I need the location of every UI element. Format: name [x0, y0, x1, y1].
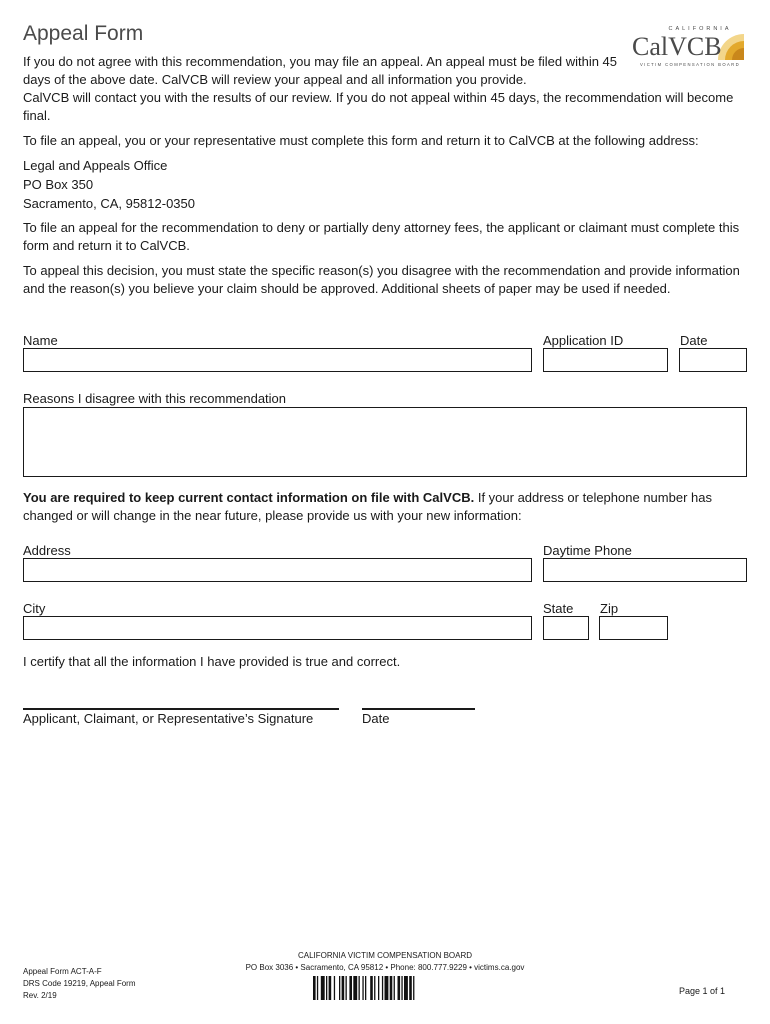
- address-label: Address: [23, 543, 71, 558]
- contact-notice-bold: You are required to keep current contact information on file with CalVCB.: [23, 490, 475, 505]
- footer-page-number: Page 1 of 1: [679, 986, 726, 996]
- mailing-address-line-1: Legal and Appeals Office: [23, 158, 168, 173]
- intro-paragraph-4: To appeal this decision, you must state the specific reason(s) you disagree with the recommendation and provide information and the reason(s) you believe your claim should be approved. Additional sheets of paper may be used if needed.: [23, 263, 740, 296]
- signature-date-line[interactable]: [362, 708, 475, 710]
- date-label: Date: [680, 333, 708, 348]
- calvcb-logo: [632, 22, 750, 68]
- date-field[interactable]: [679, 348, 747, 372]
- reasons-label: Reasons I disagree with this recommendation: [23, 391, 287, 406]
- intro-paragraph-3: To file an appeal for the recommendation to deny or partially deny attorney fees, the applicant or claimant must complete this form and return it to CalVCB.: [23, 220, 740, 253]
- sunburst-icon: [718, 34, 744, 60]
- state-label: State: [543, 601, 574, 616]
- mailing-address-line-2: PO Box 350: [23, 177, 94, 192]
- city-field[interactable]: [23, 616, 532, 640]
- footer-org-name: CALIFORNIA VICTIM COMPENSATION BOARD: [297, 951, 473, 960]
- mailing-address-line-3: Sacramento, CA, 95812-0350: [23, 196, 195, 211]
- certification-statement: I certify that all the information I have provided is true and correct.: [23, 654, 401, 669]
- footer-drs-code: DRS Code 19219, Appeal Form: [23, 979, 136, 988]
- application-id-field[interactable]: [543, 348, 668, 372]
- signature-label: Applicant, Claimant, or Representative’s Signature: [23, 711, 314, 726]
- barcode: [313, 976, 456, 1000]
- intro-paragraph-2: To file an appeal, you or your representative must complete this form and return it to CalVCB at the following address:: [23, 133, 699, 148]
- contact-notice-text: If your address or telephone number has changed or will change in the near future, please provide us with your new information:: [23, 490, 712, 523]
- name-label: Name: [23, 333, 58, 348]
- logo-top-text: CALIFORNIA: [668, 26, 732, 32]
- reasons-textarea[interactable]: [23, 407, 747, 477]
- zip-label: Zip: [600, 601, 619, 616]
- city-label: City: [23, 601, 46, 616]
- zip-field[interactable]: [599, 616, 668, 640]
- intro-paragraph-1a: If you do not agree with this recommendation, you may file an appeal. An appeal must be filed within 45 days of the above date. CalVCB will review your appeal and all information you provide.: [23, 54, 618, 87]
- address-field[interactable]: [23, 558, 532, 582]
- logo-bottom-text: VICTIM COMPENSATION BOARD: [639, 62, 741, 67]
- signature-date-label: Date: [362, 711, 390, 726]
- signature-line[interactable]: [23, 708, 339, 710]
- footer-revision: Rev. 2/19: [23, 991, 57, 1000]
- intro-paragraph-1b: CalVCB will contact you with the results of our review. If you do not appeal within 45 days, the recommendation will become final.: [23, 90, 734, 123]
- daytime-phone-label: Daytime Phone: [543, 543, 632, 558]
- footer-form-id: Appeal Form ACT-A-F: [23, 967, 102, 976]
- footer-org-contact: PO Box 3036 • Sacramento, CA 95812 • Phone: 800.777.9229 • victims.ca.gov: [245, 963, 525, 972]
- page-title: Appeal Form: [23, 22, 144, 45]
- state-field[interactable]: [543, 616, 589, 640]
- application-id-label: Application ID: [543, 333, 624, 348]
- contact-notice: [23, 489, 748, 525]
- daytime-phone-field[interactable]: [543, 558, 747, 582]
- name-field[interactable]: [23, 348, 532, 372]
- logo-main-text: CalVCB: [632, 32, 722, 61]
